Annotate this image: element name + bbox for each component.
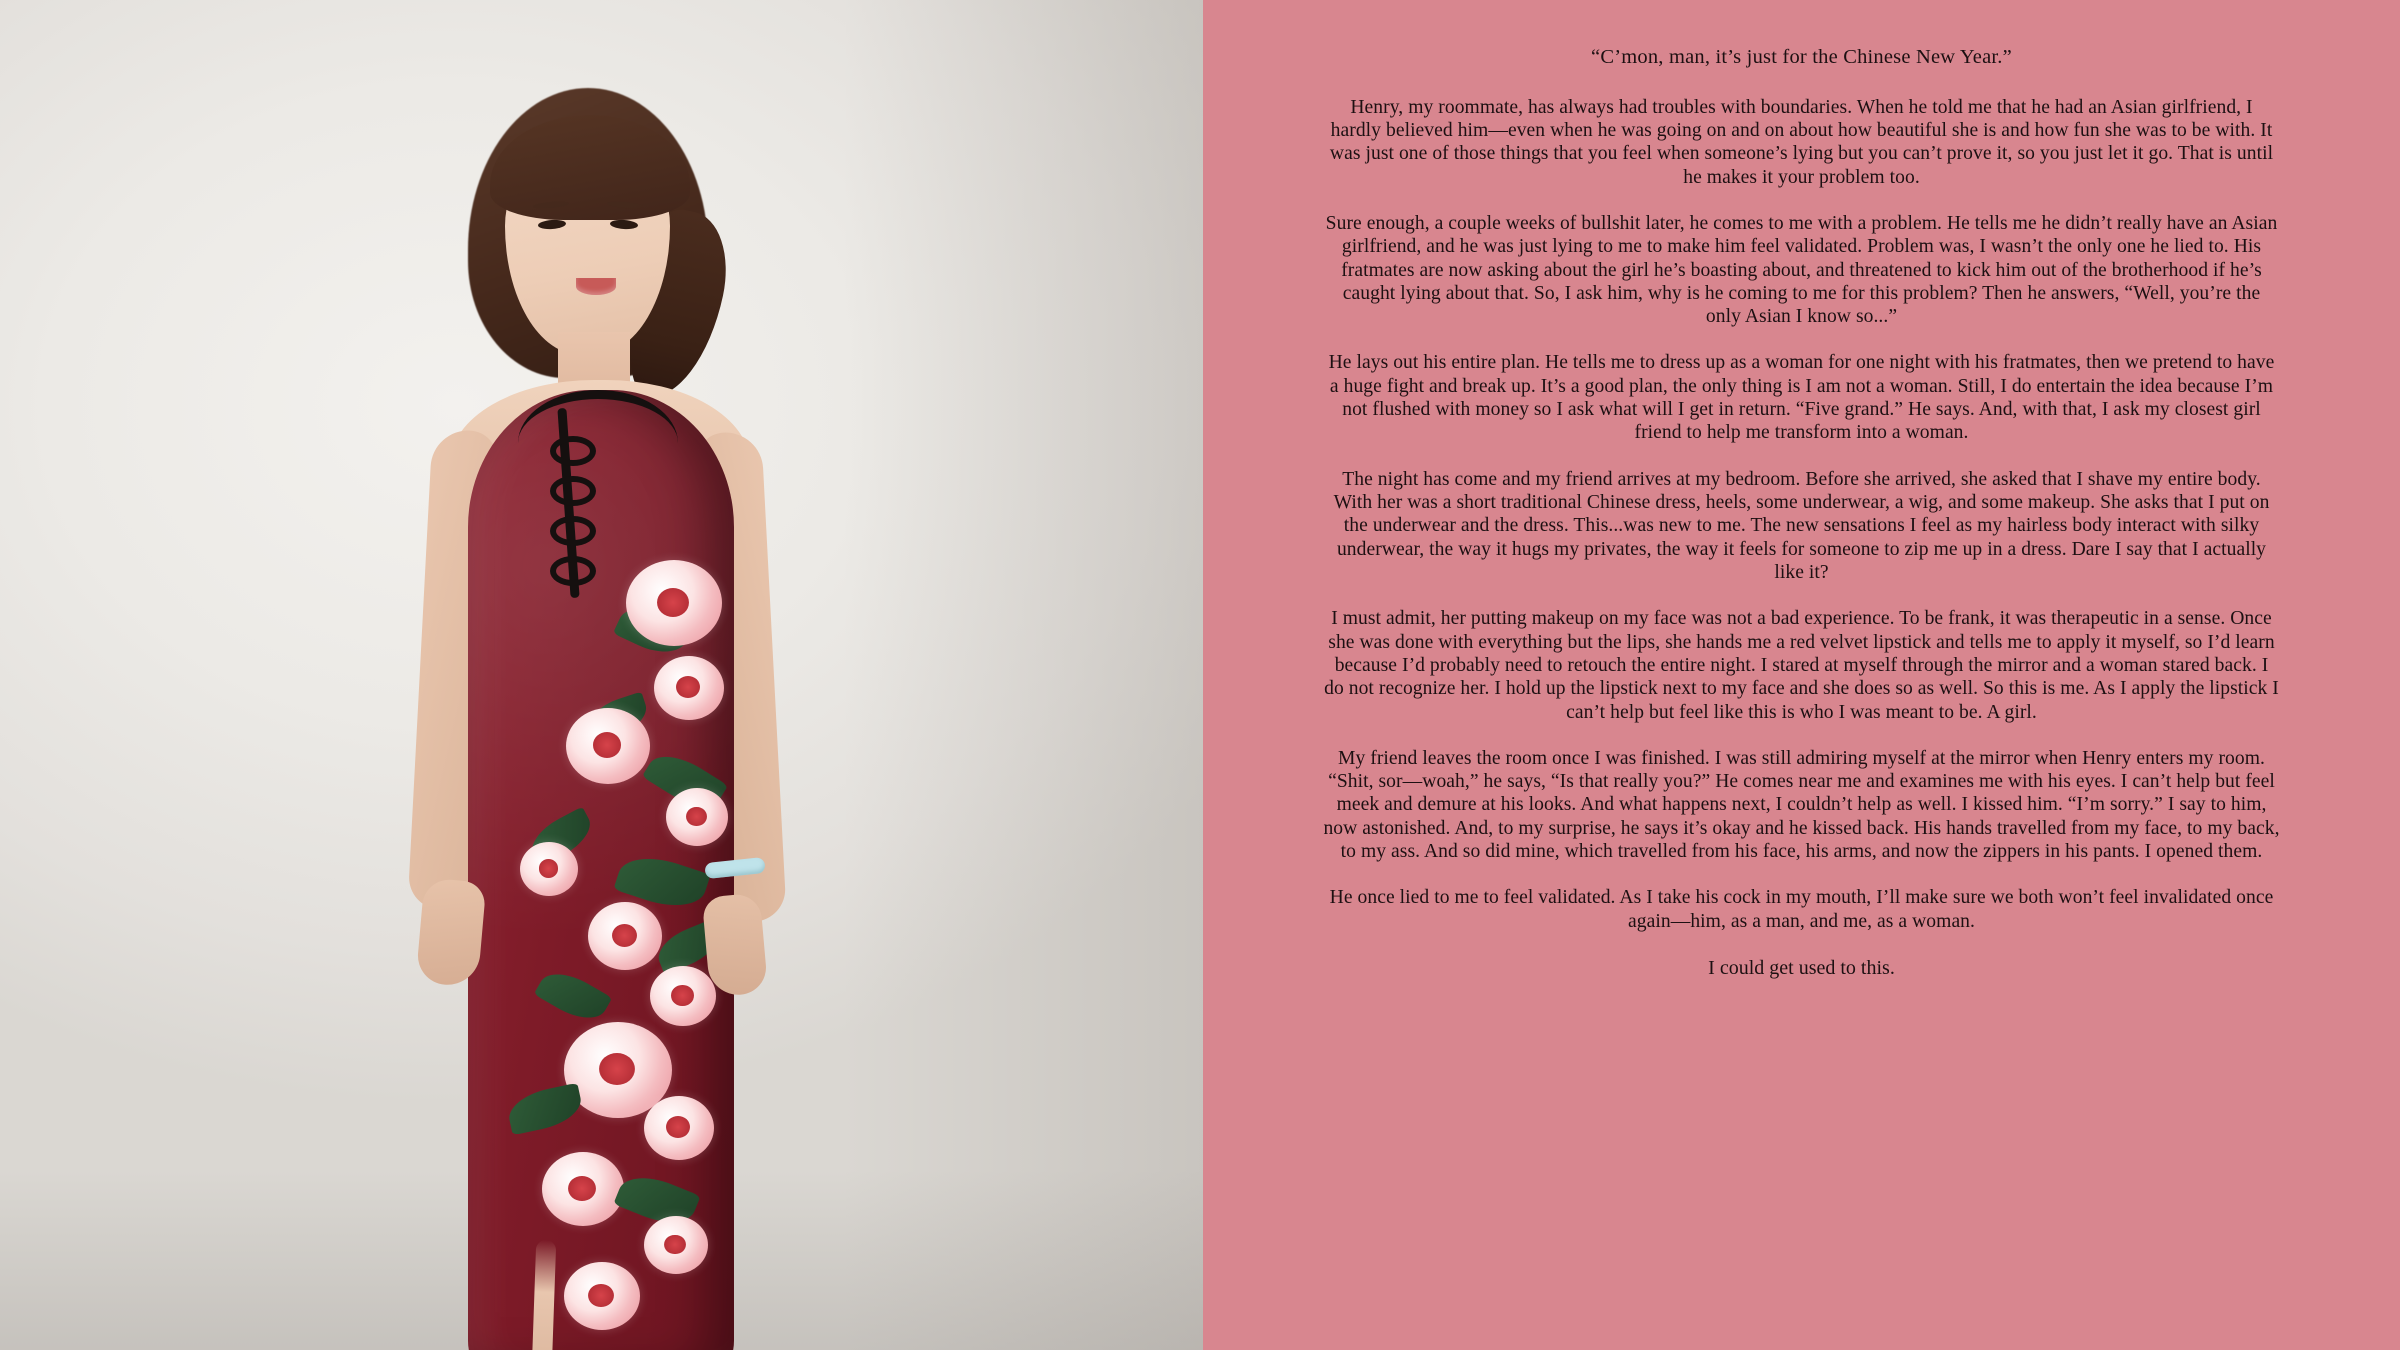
peony-motif	[564, 1262, 640, 1330]
peony-motif	[566, 708, 650, 784]
peony-motif	[654, 656, 724, 720]
frog-button	[550, 476, 596, 506]
red-floral-qipao-dress	[468, 390, 734, 1350]
woman-figure	[300, 60, 920, 1350]
peony-motif	[588, 902, 662, 970]
story-paragraph: He lays out his entire plan. He tells me to dress up as a woman for one night with his fratmates, then we pretend to have a huge fight and break up. It’s a good plan, the only thing is I am not a woman. Still, I do entertain the idea because I’m not flushed with money so I ask what will I get in return. “Five grand.” He says. And, with that, I ask my closest girl friend to help me transform into a woman.	[1328, 352, 2275, 444]
peony-motif	[626, 560, 722, 646]
leaf-motif	[534, 963, 613, 1029]
frog-button	[550, 556, 596, 586]
story-paragraph: I must admit, her putting makeup on my face was not a bad experience. To be frank, it was therapeutic in a sense. Once she was done with everything but the lips, she hands me a red velvet lipstick and tells me to apply it myself, so I’d learn because I’d probably need to retouch the entire night. I stared at myself through the mirror and a woman stared back. I do not recognize her. I hold up the lipstick next to my face and she does so as well. So this is me. As I apply the lipstick I can’t help but feel like this is who I was meant to be. A girl.	[1324, 608, 2279, 723]
peony-motif	[644, 1216, 708, 1274]
peony-motif	[520, 842, 578, 896]
story-paragraph: Sure enough, a couple weeks of bullshit later, he comes to me with a problem. He tells me he didn’t really have an Asian girlfriend, and he was just lying to me to make him feel validated. Problem was, I wasn’t the only one he lied to. His fratmates are now asking about the girl he’s boasting about, and threatened to kick him out of the brotherhood if he’s caught lying about that. So, I ask him, why is he coming to me for this problem? Then he answers, “Well, you’re the only Asian I know so...”	[1325, 212, 2278, 328]
peony-motif	[542, 1152, 624, 1226]
leaf-motif	[505, 1083, 585, 1136]
dress-side-slit	[532, 1240, 557, 1350]
story-paragraph: He once lied to me to feel validated. As I take his cock in my mouth, I’ll make sure we both won’t feel invalidated once again—him, as a man, and me, as a woman.	[1329, 887, 2274, 932]
frog-button	[550, 516, 596, 546]
story-title: “C’mon, man, it’s just for the Chinese New Year.”	[1591, 46, 2012, 68]
smiling-mouth	[576, 278, 616, 295]
story-paragraph: My friend leaves the room once I was finished. I was still admiring myself at the mirror when Henry enters my room. “Shit, sor—woah,” he says, “Is that really you?” He comes near me and examines me with his eyes. I can’t help but feel meek and demure at his looks. And what happens next, I couldn’t help as well. I kissed him. “I’m sorry.” I say to him, now astonished. And, to my surprise, he says it’s okay and he kissed back. His hands travelled from my face, to my back, to my ass. And so did mine, which travelled from his face, his arms, and now the zippers in his pants. I opened them.	[1323, 747, 2280, 863]
story-paragraph: Henry, my roommate, has always had troubles with boundaries. When he told me that he had an Asian girlfriend, I hardly believed him—even when he was going on and on about how beautiful she is and how fun she was to be with. It was just one of those things that you feel when someone’s lying but you can’t prove it, so you just let it go. That is until he makes it your problem too.	[1329, 96, 2274, 188]
peony-motif	[650, 966, 716, 1026]
story-closing-line: I could get used to this.	[1708, 957, 1895, 980]
story-panel	[1203, 0, 2400, 1350]
peony-motif	[666, 788, 728, 846]
frog-button	[550, 436, 596, 466]
peony-motif	[644, 1096, 714, 1160]
story-paragraph: The night has come and my friend arrives at my bedroom. Before she arrived, she asked that I shave my entire body. With her was a short traditional Chinese dress, heels, some underwear, a wig, and some makeup. She asks that I put on the underwear and the dress. This...was new to me. The new sensations I feel as my hairless body interact with silky underwear, the way it hugs my privates, the way it feels for someone to zip me up in a dress. Dare I say that I actually like it?	[1333, 468, 2270, 583]
